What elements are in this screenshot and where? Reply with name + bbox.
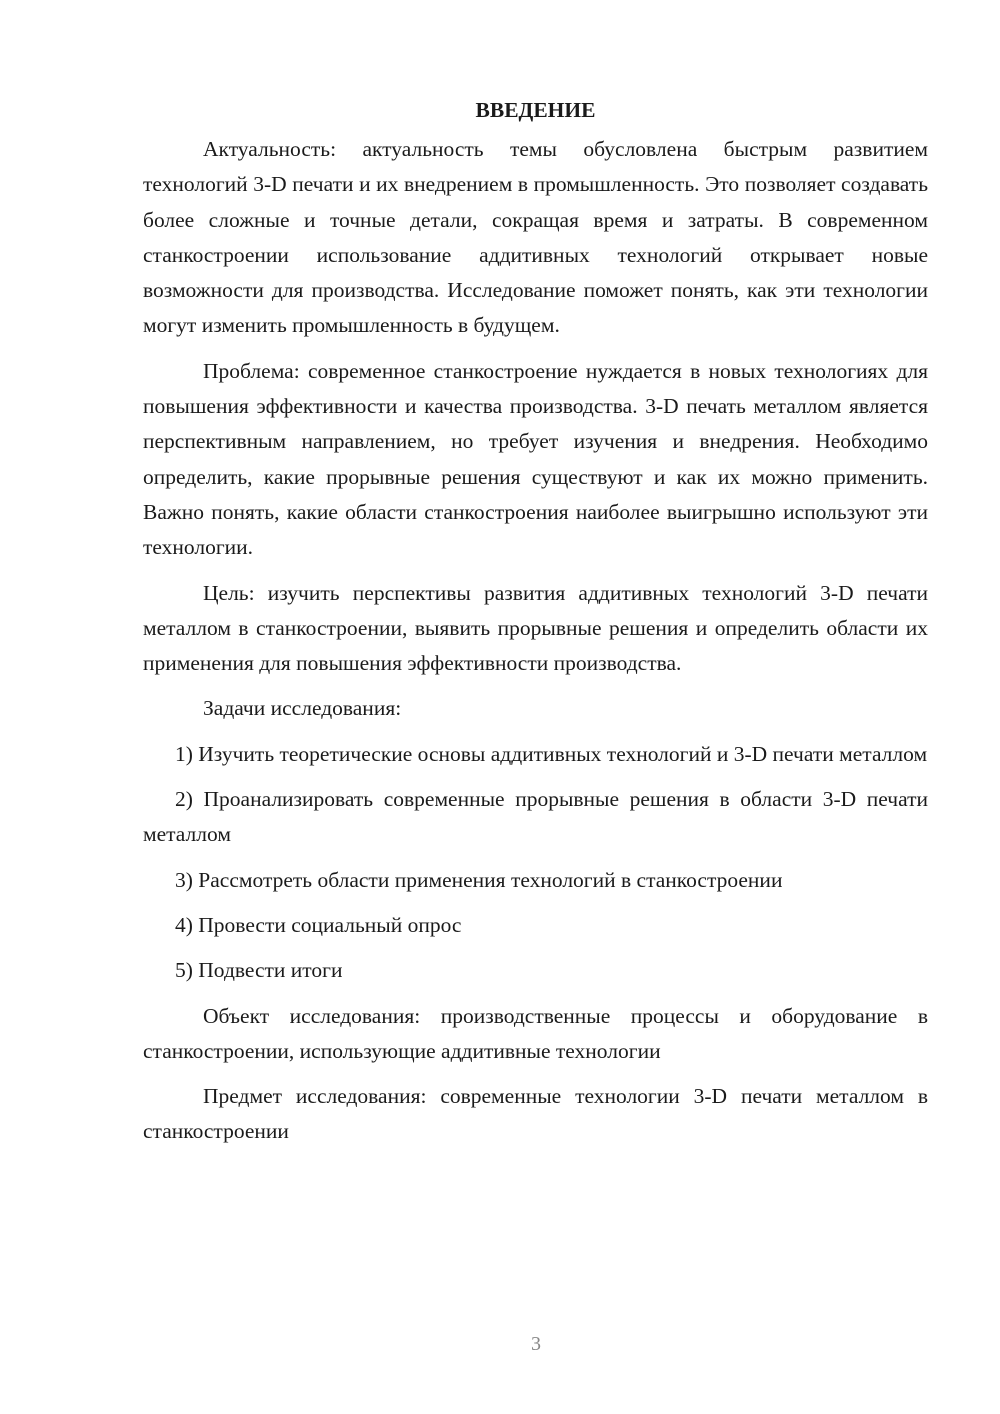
page-number: 3: [531, 1333, 541, 1355]
goal-paragraph: Цель: изучить перспективы развития аддитивных технологий 3-D печати металлом в станкостроении, выявить прорывные решения и определить области их применения для повышения эффективности производства.: [143, 580, 928, 676]
document-page: [143, 93, 928, 1160]
relevance-paragraph: Актуальность: актуальность темы обусловлена быстрым развитием технологий 3-D печати и их внедрением в промышленность. Это позволяет создавать более сложные и точные детали, сокращая время и затраты. В современном станкостроении использование аддитивных технологий открывает новые возможности для производства. Исследование поможет понять, как эти технологии могут изменить промышленность в будущем.: [143, 137, 928, 338]
subject-paragraph: Предмет исследования: современные технологии 3-D печати металлом в станкостроении: [143, 1084, 928, 1144]
section-heading: ВВЕДЕНИЕ: [475, 98, 596, 122]
tasks-heading: Задачи исследования:: [203, 696, 402, 721]
task-item-2: 2) Проанализировать современные прорывные решения в области 3-D печати металлом: [143, 787, 928, 847]
task-item-3: 3) Рассмотреть области применения технологий в станкостроении: [175, 867, 783, 892]
problem-paragraph: Проблема: современное станкостроение нуждается в новых технологиях для повышения эффективности и качества производства. 3-D печать металлом является перспективным направлением, но требует изучения и внедрения. Необходимо определить, какие прорывные решения существуют и как их можно применить. Важно понять, какие области станкостроения наиболее выигрышно используют эти технологии.: [143, 358, 928, 560]
task-item-1: 1) Изучить теоретические основы аддитивных технологий и 3-D печати металлом: [175, 741, 928, 766]
task-item-5: 5) Подвести итоги: [175, 958, 343, 983]
task-item-4: 4) Провести социальный опрос: [175, 912, 462, 937]
object-paragraph: Объект исследования: производственные процессы и оборудование в станкостроении, использующие аддитивные технологии: [143, 1003, 928, 1063]
